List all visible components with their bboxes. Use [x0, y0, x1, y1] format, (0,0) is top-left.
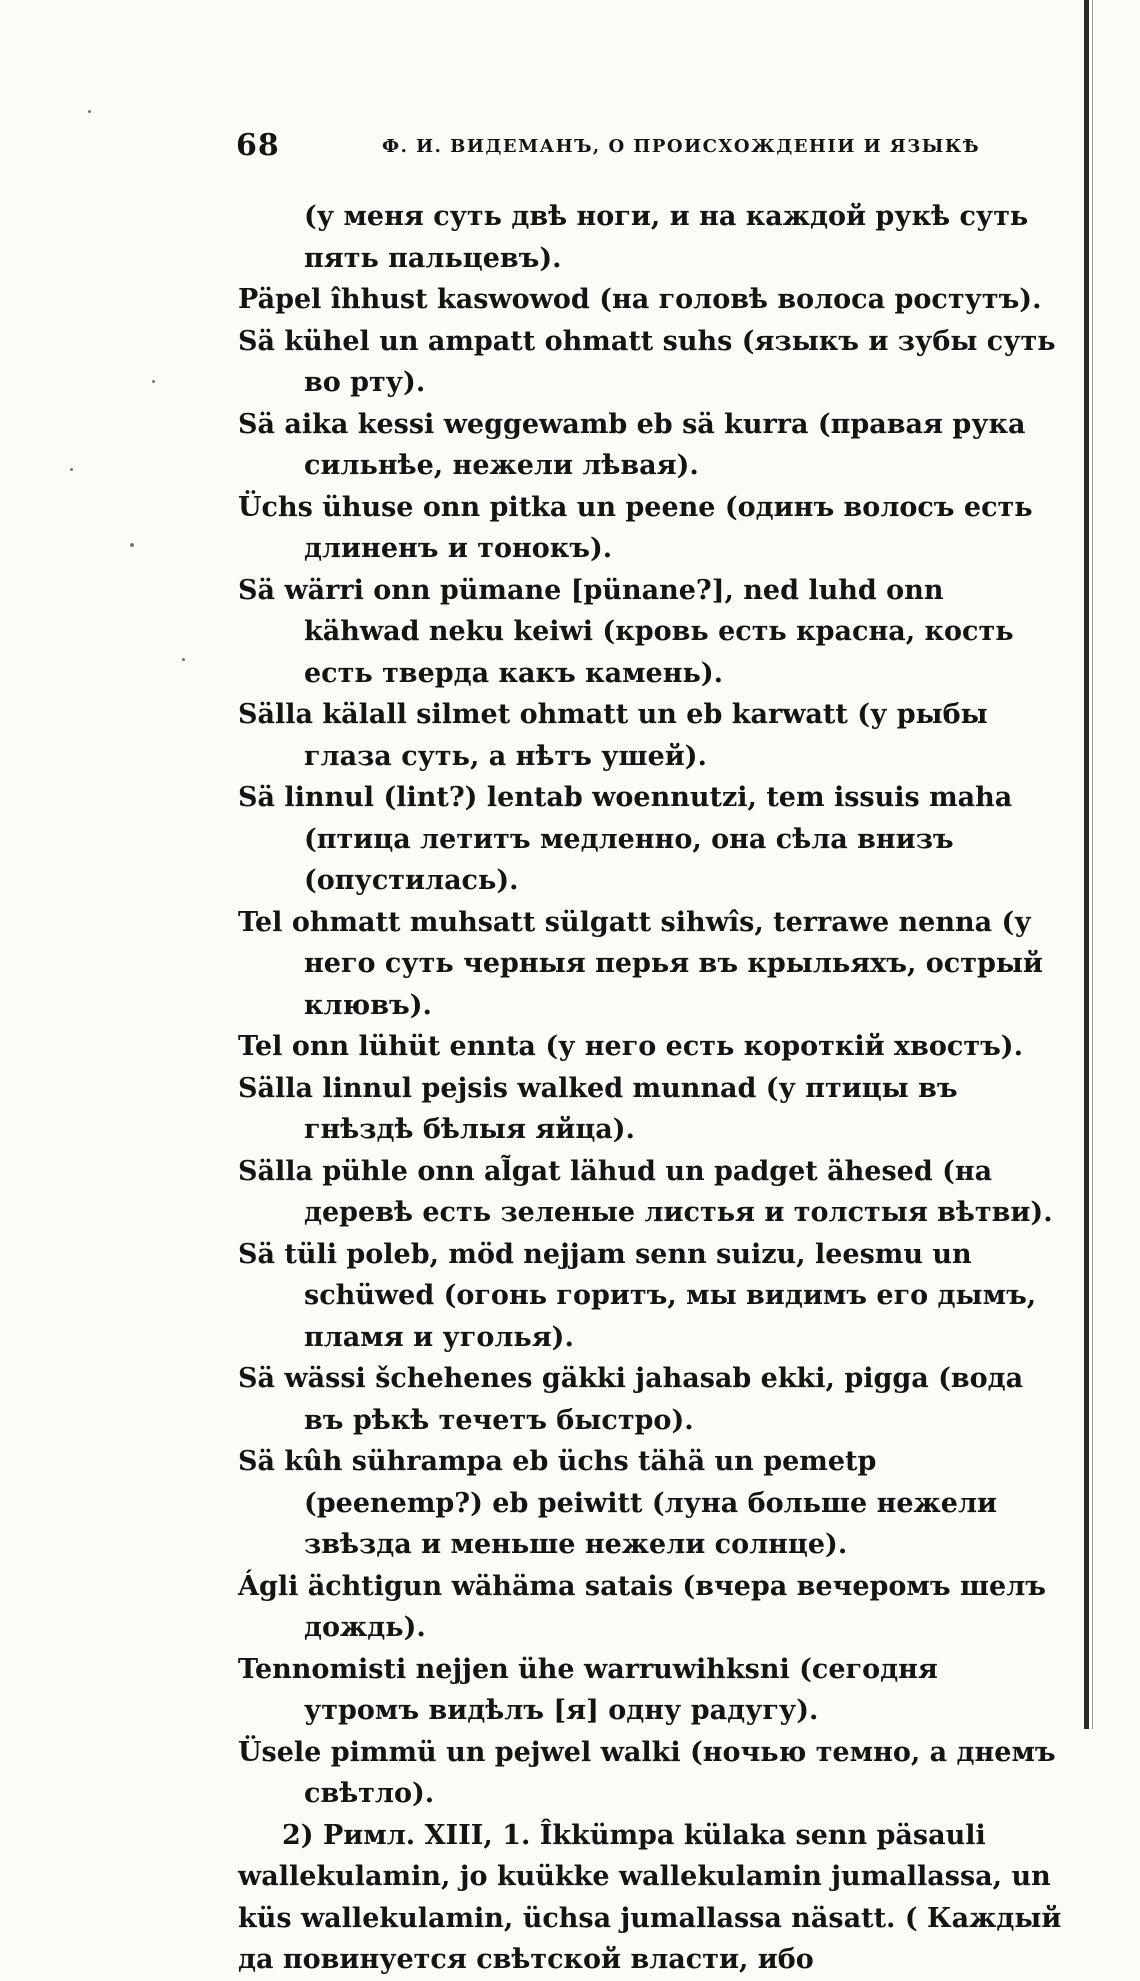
book-spine-edge: [1084, 0, 1089, 1729]
scan-speck: [70, 468, 73, 471]
text-entry: Päpel îhhust kaswowod (на головѣ волоса ростутъ).: [238, 284, 1042, 315]
scan-speck: [182, 658, 185, 661]
text-entry: (у меня суть двѣ ноги, и на каждой рукѣ суть пять пальцевъ).: [304, 201, 1029, 274]
text-entry: Üchs ühuse onn pitka un peene (одинъ волосъ есть длиненъ и тонокъ).: [238, 491, 1033, 564]
scan-speck: [130, 543, 134, 547]
text-entry: Tel ohmatt muhsatt sülgatt sihwîs, terrawe nenna (у него суть черныя перья въ крыльяхъ, острый клювъ).: [238, 906, 1043, 1021]
text-entry: Tennomisti nejjen ühe warruwihksni (сегодня утромъ видѣлъ [я] одну радугу).: [238, 1653, 938, 1726]
page-body: [238, 196, 1062, 1981]
page-number: 68: [236, 128, 280, 163]
text-entry: Sä tüli poleb, möd nejjam senn suizu, leesmu un schüwed (огонь горитъ, мы видимъ его дымъ, пламя и уголья).: [238, 1238, 1037, 1353]
running-title: Ф. И. ВИДЕМАНЪ, О ПРОИСХОЖДЕНІИ И ЯЗЫКѢ: [382, 136, 981, 157]
scan-speck: [88, 110, 91, 113]
text-entry: Sä aika kessi weggewamb eb sä kurra (правая рука сильнѣе, нежели лѣвая).: [238, 408, 1026, 481]
text-entry: Sä wässi šchehenes gäkki jahasab ekki, pigga (вода въ рѣкѣ течетъ быстро).: [238, 1363, 1024, 1436]
text-entry: Sä linnul (lint?) lentab woennutzi, tem issuis maha (птица летитъ медленно, она сѣла внизъ (опустилась).: [238, 782, 1013, 896]
text-entry: Sä kühel un ampatt ohmatt suhs (языкъ и зубы суть во рту).: [238, 325, 1056, 398]
text-entry: Sälla linnul pejsis walked munnad (у птицы въ гнѣздѣ бѣлыя яйца).: [238, 1072, 958, 1145]
page-header: [0, 128, 1080, 172]
book-spine-shadow: [1092, 0, 1093, 1729]
footnote-paragraph: 2) Римл. XIII, 1. Îkkümpa külaka senn päsauli wallekulamin, jo kuükke wallekulamin jumallassa, un küs wallekulamin, üchsa jumallassa näsatt. ( Каждый да повинуется свѣтской власти, ибо: [238, 1819, 1062, 1975]
text-entry: Sä kûh sührampa eb üchs tähä un pemetp (peenemp?) eb peiwitt (луна больше нежели звѣзда и меньше нежели солнце).: [238, 1446, 998, 1560]
text-entry: Sälla pühle onn al̃gat lähud un padget ähesed (на деревѣ есть зеленые листья и толстыя вѣтви).: [238, 1155, 1053, 1228]
text-entry: Sälla kälall silmet ohmatt un eb karwatt (у рыбы глаза суть, а нѣтъ ушей).: [238, 699, 988, 772]
text-entry: Ágli ächtigun wähäma satais (вчера вечеромъ шелъ дождь).: [238, 1570, 1046, 1643]
text-entry: Tel onn lühüt ennta (у него есть короткій хвостъ).: [238, 1031, 1023, 1062]
text-entry: Üsele pimmü un pejwel walki (ночью темно, а днемъ свѣтло).: [238, 1736, 1056, 1809]
scan-speck: [152, 380, 155, 383]
text-entry: Sä wärri onn pümane [pünane?], ned luhd onn kähwad neku keiwi (кровь есть красна, кость есть тверда какъ камень).: [238, 574, 1014, 689]
